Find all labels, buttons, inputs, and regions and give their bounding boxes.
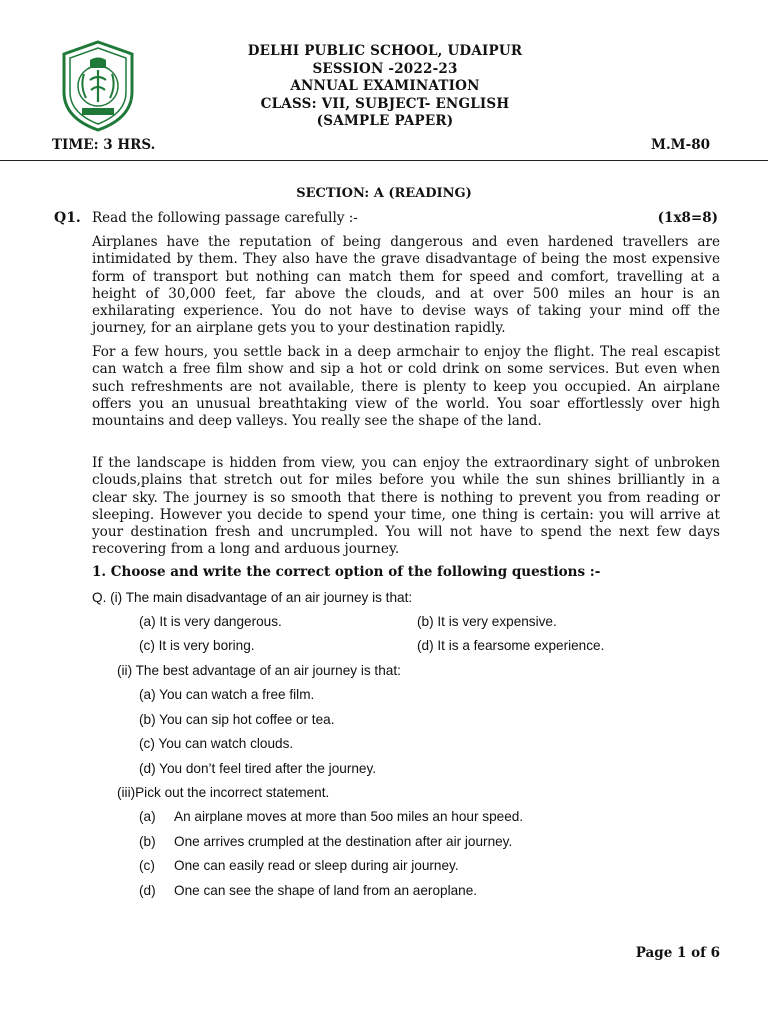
- option-iii-c-letter: (c): [139, 858, 155, 873]
- option-i-d: (d) It is a fearsome experience.: [417, 638, 605, 653]
- time-allowed: TIME: 3 HRS.: [52, 137, 156, 153]
- option-i-b: (b) It is very expensive.: [417, 614, 557, 629]
- option-i-c: (c) It is very boring.: [139, 638, 255, 653]
- question-iii-stem: (iii)Pick out the incorrect statement.: [117, 785, 330, 800]
- option-ii-b: (b) You can sip hot coffee or tea.: [139, 712, 335, 727]
- option-iii-d-letter: (d): [139, 883, 156, 898]
- page-number: Page 1 of 6: [635, 945, 720, 961]
- passage-paragraph: If the landscape is hidden from view, you can enjoy the extraordinary sight of unbroken clouds,plains that stretch out for miles before you while the sun shines brilliantly in a clear sky. The journey is so smooth that there is nothing to prevent you from reading or sleeping. However you decide to spend your time, one thing is certain: you will arrive at your destination fresh and uncrumpled. You will not have to spend the next few days recovering from a long and arduous journey.: [92, 455, 720, 558]
- option-iii-b-letter: (b): [139, 834, 156, 849]
- question-number: Q1.: [54, 210, 81, 226]
- option-iii-b: One arrives crumpled at the destination after air journey.: [174, 834, 513, 849]
- max-marks: M.M-80: [651, 137, 710, 153]
- section-title: SECTION: A (READING): [296, 186, 472, 201]
- option-iii-a-letter: (a): [139, 809, 156, 824]
- school-name: DELHI PUBLIC SCHOOL, UDAIPUR: [247, 43, 523, 59]
- question-instruction: Read the following passage carefully :-: [92, 210, 358, 226]
- option-ii-a: (a) You can watch a free film.: [139, 687, 315, 702]
- class-subject: CLASS: VII, SUBJECT- ENGLISH: [260, 95, 510, 112]
- header-divider: [0, 160, 768, 161]
- question-ii-stem: (ii) The best advantage of an air journey is that:: [117, 663, 401, 678]
- passage-paragraph: Airplanes have the reputation of being dangerous and even hardened travellers are intimidated by them. They also have the grave disadvantage of being the most expensive form of transport but nothing can match them for speed and comfort, travelling at a height of 30,000 feet, far above the clouds, and at over 500 miles an hour is an exhilarating experience. You do not have to devise ways of taking your mind off the journey, for an airplane gets you to your destination rapidly.: [92, 234, 720, 337]
- passage-paragraph: For a few hours, you settle back in a deep armchair to enjoy the flight. The real escapist can watch a free film show and sip a hot or cold drink on some services. But even when such refreshments are not available, there is plenty to keep you occupied. An airplane offers you an unusual breathtaking view of the world. You soar effortlessly over high mountains and deep valleys. You really see the shape of the land.: [92, 344, 720, 430]
- option-iii-c: One can easily read or sleep during air journey.: [174, 858, 459, 873]
- session: SESSION -2022-23: [312, 60, 458, 77]
- question-marks: (1x8=8): [657, 210, 718, 226]
- task-heading: 1. Choose and write the correct option of the following questions :-: [92, 564, 601, 580]
- paper-type: (SAMPLE PAPER): [316, 113, 454, 129]
- exam-header: [180, 43, 590, 131]
- exam-name: ANNUAL EXAMINATION: [290, 78, 480, 94]
- school-crest-logo: [60, 40, 136, 132]
- question-i-stem: Q. (i) The main disadvantage of an air journey is that:: [92, 590, 413, 605]
- option-ii-c: (c) You can watch clouds.: [139, 736, 294, 751]
- option-i-a: (a) It is very dangerous.: [139, 614, 282, 629]
- option-iii-a: An airplane moves at more than 5oo miles an hour speed.: [174, 809, 524, 824]
- option-ii-d: (d) You don’t feel tired after the journey.: [139, 761, 377, 776]
- option-iii-d: One can see the shape of land from an aeroplane.: [174, 883, 478, 898]
